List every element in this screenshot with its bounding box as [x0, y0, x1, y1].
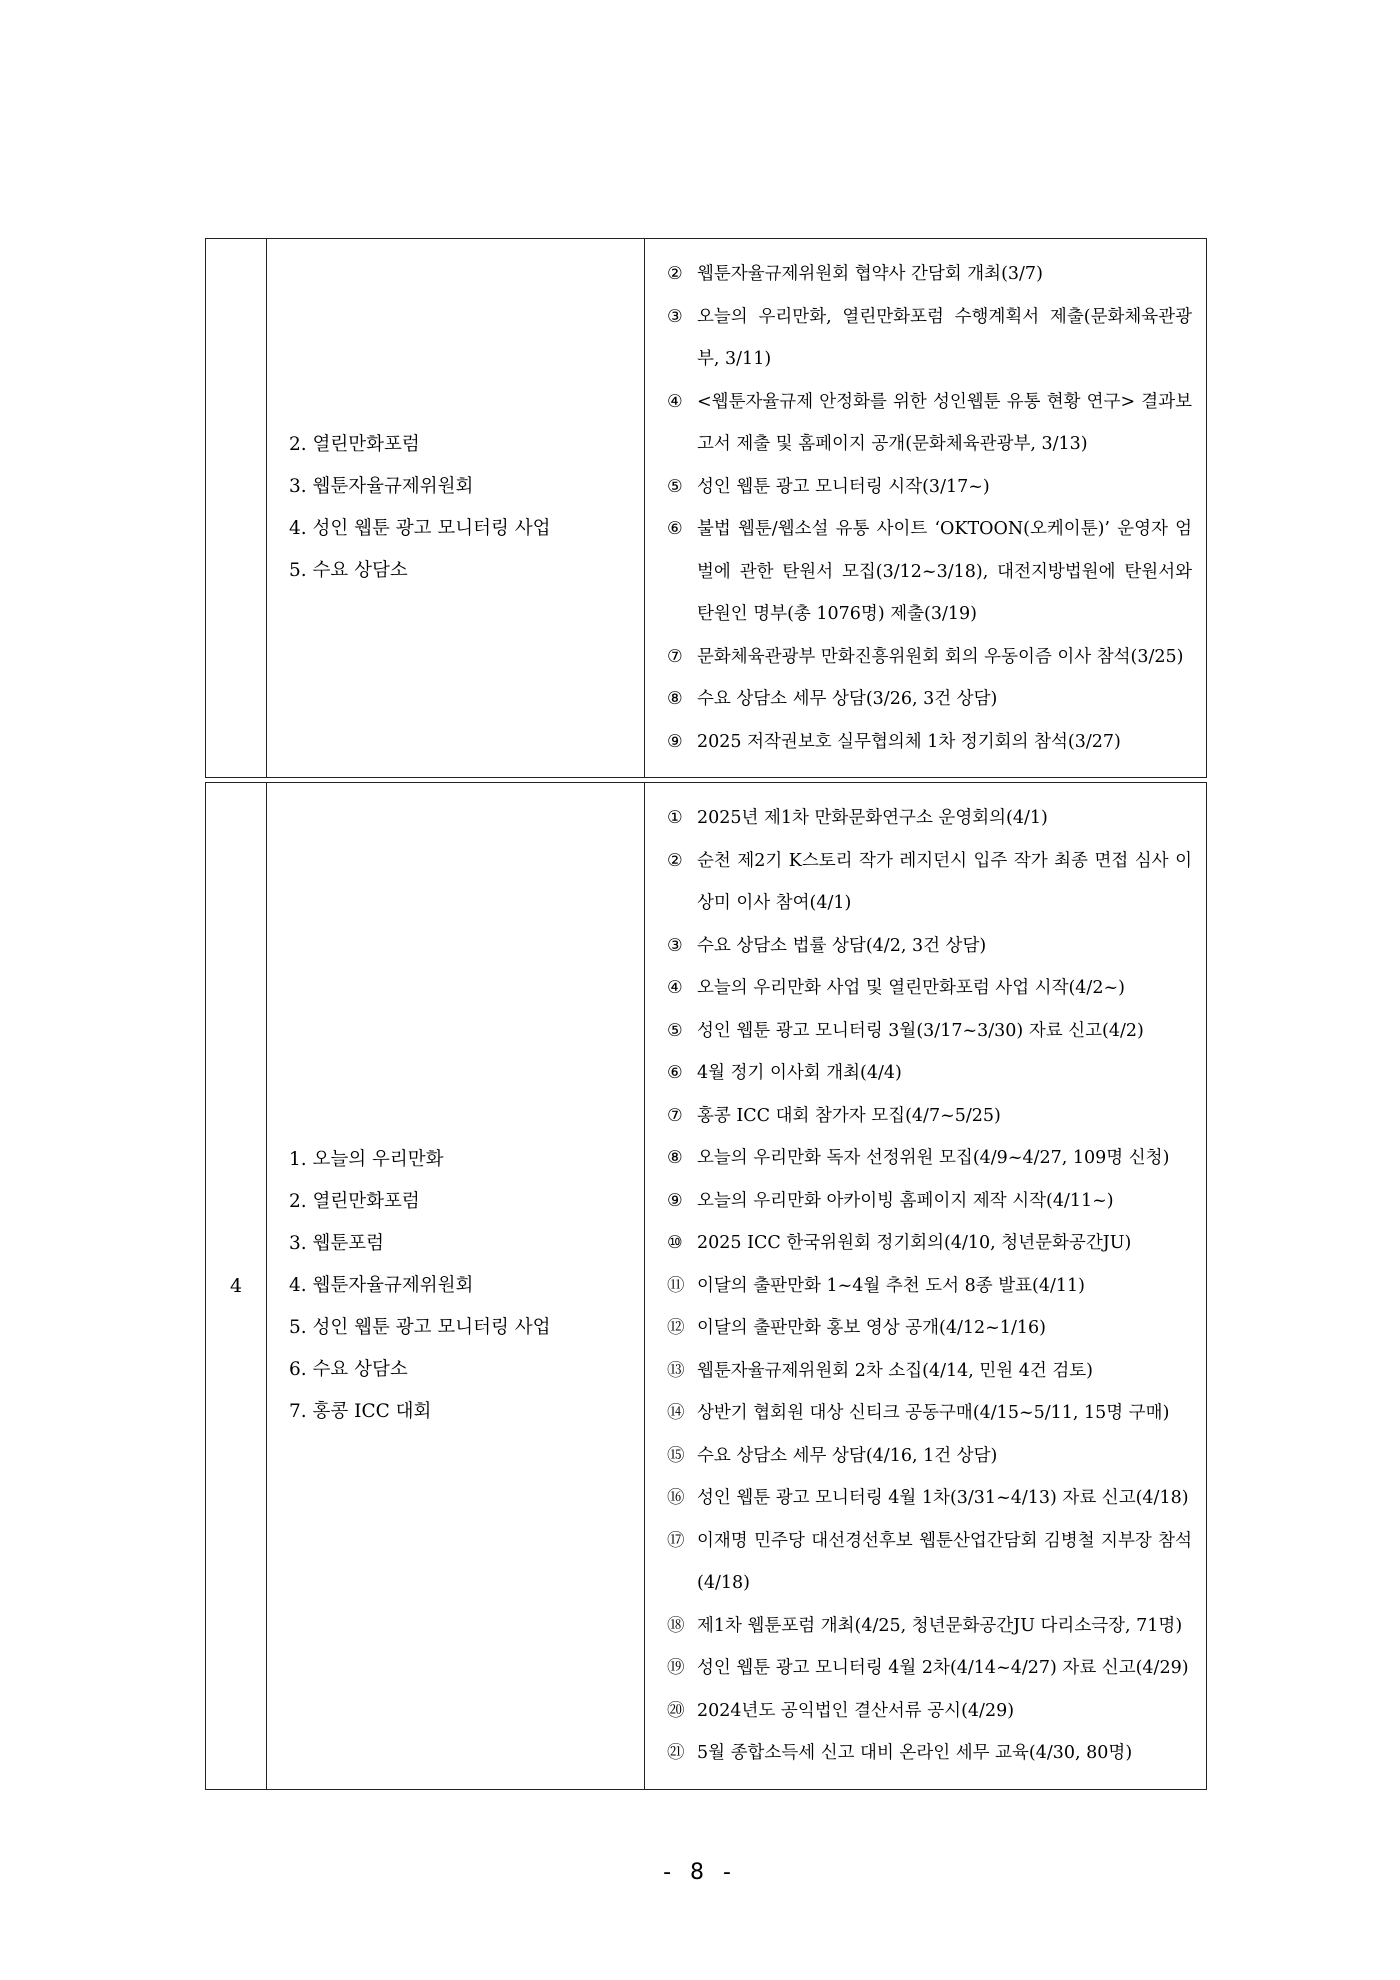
event-item — [667, 1180, 1192, 1223]
event-text: 성인 웹툰 광고 모니터링 4월 1차(3/31~4/13) 자료 신고(4/18) — [697, 1488, 1189, 1508]
topic-item: 3. 웹툰자율규제위원회 — [289, 476, 474, 497]
event-number: ⑤ — [667, 476, 683, 497]
event-item — [667, 1520, 1192, 1605]
event-number: ⑨ — [667, 1190, 683, 1211]
event-text: 2024년도 공익법인 결산서류 공시(4/29) — [697, 1700, 1015, 1721]
event-number: ⑬ — [667, 1360, 685, 1381]
topic-item: 7. 홍콩 ICC 대회 — [289, 1400, 432, 1422]
event-item — [667, 253, 1192, 296]
event-text: 웹툰자율규제위원회 협약사 간담회 개최(3/7) — [697, 264, 1043, 284]
topic-item: 1. 오늘의 우리만화 — [289, 1148, 444, 1170]
event-item — [667, 925, 1192, 968]
event-text: 불법 웹툰/웹소설 유통 사이트 ‘OKTOON(오케이툰)’ 운영자 엄벌에 관한 탄원서 모집(3/12~3/18), 대전지방법원에 탄원서와 탄원인 명부(총 1076명) 제출(3/19) — [697, 519, 1192, 624]
event-number: ① — [667, 808, 683, 828]
event-text: 성인 웹툰 광고 모니터링 시작(3/17~) — [697, 476, 990, 497]
event-item — [667, 1477, 1192, 1520]
event-item — [667, 1732, 1192, 1775]
events-cell — [645, 783, 1207, 1790]
topic-item: 3. 웹툰포럼 — [289, 1232, 385, 1254]
event-item — [667, 508, 1192, 636]
event-number: ⑨ — [667, 731, 683, 752]
event-item — [667, 1647, 1192, 1690]
event-number: ④ — [667, 978, 683, 998]
event-item — [667, 1690, 1192, 1733]
event-text: 2025년 제1차 만화문화연구소 운영회의(4/1) — [697, 808, 1048, 828]
event-number: ⑮ — [667, 1445, 685, 1466]
event-item — [667, 678, 1192, 721]
events-cell — [645, 239, 1207, 778]
event-number: ⑩ — [667, 1233, 683, 1253]
event-item — [667, 1137, 1192, 1180]
event-text: 홍콩 ICC 대회 참가자 모집(4/7~5/25) — [697, 1105, 1001, 1126]
event-number: ⑥ — [667, 1063, 683, 1083]
topic-item: 2. 열린만화포럼 — [289, 1190, 420, 1212]
topic-item: 4. 성인 웹툰 광고 모니터링 사업 — [289, 518, 551, 539]
event-text: 오늘의 우리만화 아카이빙 홈페이지 제작 시작(4/11~) — [697, 1190, 1114, 1211]
event-item — [667, 636, 1192, 679]
event-text: 수요 상담소 법률 상담(4/2, 3건 상담) — [697, 935, 987, 956]
event-item — [667, 1095, 1192, 1138]
event-number: ㉑ — [667, 1743, 685, 1763]
event-text: 2025 저작권보호 실무협의체 1차 정기회의 참석(3/27) — [697, 731, 1121, 752]
event-text: 제1차 웹툰포럼 개최(4/25, 청년문화공간JU 다리소극장, 71명) — [697, 1615, 1183, 1636]
event-text: 성인 웹툰 광고 모니터링 4월 2차(4/14~4/27) 자료 신고(4/29) — [697, 1658, 1189, 1678]
topic-item: 6. 수요 상담소 — [289, 1358, 408, 1380]
event-text: 오늘의 우리만화 사업 및 열린만화포럼 사업 시작(4/2~) — [697, 978, 1125, 998]
topic-item: 2. 열린만화포럼 — [289, 434, 420, 455]
topic-item: 5. 성인 웹툰 광고 모니터링 사업 — [289, 1316, 551, 1338]
event-item — [667, 1265, 1192, 1308]
event-text: 이달의 출판만화 1~4월 추천 도서 8종 발표(4/11) — [697, 1275, 1085, 1296]
event-number: ⑯ — [667, 1488, 685, 1508]
event-item — [667, 1307, 1192, 1350]
topic-item: 5. 수요 상담소 — [289, 560, 408, 581]
event-number: ⑱ — [667, 1615, 685, 1636]
event-number: ② — [667, 264, 683, 284]
page-number: - 8 - — [663, 1860, 737, 1885]
event-number: ⑭ — [667, 1403, 685, 1423]
event-number: ⑧ — [667, 1148, 683, 1168]
event-text: 오늘의 우리만화, 열린만화포럼 수행계획서 제출(문화체육관광부, 3/11) — [697, 306, 1192, 369]
event-item — [667, 1350, 1192, 1393]
event-item — [667, 381, 1192, 466]
topics-cell — [267, 783, 645, 1790]
event-number: ⑧ — [667, 689, 683, 709]
event-text: 수요 상담소 세무 상담(4/16, 1건 상담) — [697, 1445, 998, 1466]
event-number: ⑦ — [667, 1105, 683, 1126]
event-number: ⑳ — [667, 1700, 685, 1721]
event-text: 웹툰자율규제위원회 2차 소집(4/14, 민원 4건 검토) — [697, 1360, 1093, 1381]
event-text: 2025 ICC 한국위원회 정기회의(4/10, 청년문화공간JU) — [697, 1233, 1132, 1253]
event-item — [667, 1435, 1192, 1478]
event-text: 오늘의 우리만화 독자 선정위원 모집(4/9~4/27, 109명 신청) — [697, 1148, 1170, 1168]
event-text: 수요 상담소 세무 상담(3/26, 3건 상담) — [697, 689, 998, 709]
event-item — [667, 1222, 1192, 1265]
event-item — [667, 296, 1192, 381]
event-text: 성인 웹툰 광고 모니터링 3월(3/17~3/30) 자료 신고(4/2) — [697, 1020, 1144, 1041]
event-item — [667, 1392, 1192, 1435]
event-item — [667, 1605, 1192, 1648]
event-number: ② — [667, 850, 683, 871]
event-number: ⑤ — [667, 1020, 683, 1041]
event-text: 문화체육관광부 만화진흥위원회 회의 우동이즘 이사 참석(3/25) — [697, 646, 1184, 667]
event-number: ⑲ — [667, 1658, 685, 1678]
event-item — [667, 840, 1192, 925]
event-number: ③ — [667, 935, 683, 956]
month-cell: 4 — [206, 783, 267, 1790]
table-row — [206, 783, 1207, 1790]
event-text: 순천 제2기 K스토리 작가 레지던시 입주 작가 최종 면접 심사 이상미 이사 참여(4/1) — [697, 850, 1192, 913]
event-item — [667, 967, 1192, 1010]
event-text: 5월 종합소득세 신고 대비 온라인 세무 교육(4/30, 80명) — [697, 1743, 1133, 1763]
event-text: 이재명 민주당 대선경선후보 웹툰산업간담회 김병철 지부장 참석(4/18) — [697, 1530, 1192, 1593]
event-number: ④ — [667, 391, 683, 412]
table-row — [206, 239, 1207, 778]
event-text: 이달의 출판만화 홍보 영상 공개(4/12~1/16) — [697, 1318, 1046, 1338]
topic-item: 4. 웹툰자율규제위원회 — [289, 1274, 474, 1296]
event-text: 4월 정기 이사회 개최(4/4) — [697, 1063, 902, 1083]
event-number: ⑰ — [667, 1530, 685, 1551]
event-item — [667, 797, 1192, 840]
event-item — [667, 1010, 1192, 1053]
event-number: ⑪ — [667, 1275, 685, 1296]
topics-cell — [267, 239, 645, 778]
month-cell — [206, 239, 267, 778]
event-number: ⑥ — [667, 519, 683, 539]
event-text: <웹툰자율규제 안정화를 위한 성인웹툰 유통 현황 연구> 결과보고서 제출 및 홈페이지 공개(문화체육관광부, 3/13) — [697, 391, 1192, 454]
event-number: ⑫ — [667, 1318, 685, 1338]
event-text: 상반기 협회원 대상 신티크 공동구매(4/15~5/11, 15명 구매) — [697, 1403, 1170, 1423]
schedule-table-march — [205, 238, 1207, 778]
event-item — [667, 721, 1192, 764]
schedule-table-april — [205, 782, 1207, 1790]
event-number: ⑦ — [667, 646, 683, 667]
event-item — [667, 1052, 1192, 1095]
event-item — [667, 466, 1192, 509]
event-number: ③ — [667, 306, 683, 327]
